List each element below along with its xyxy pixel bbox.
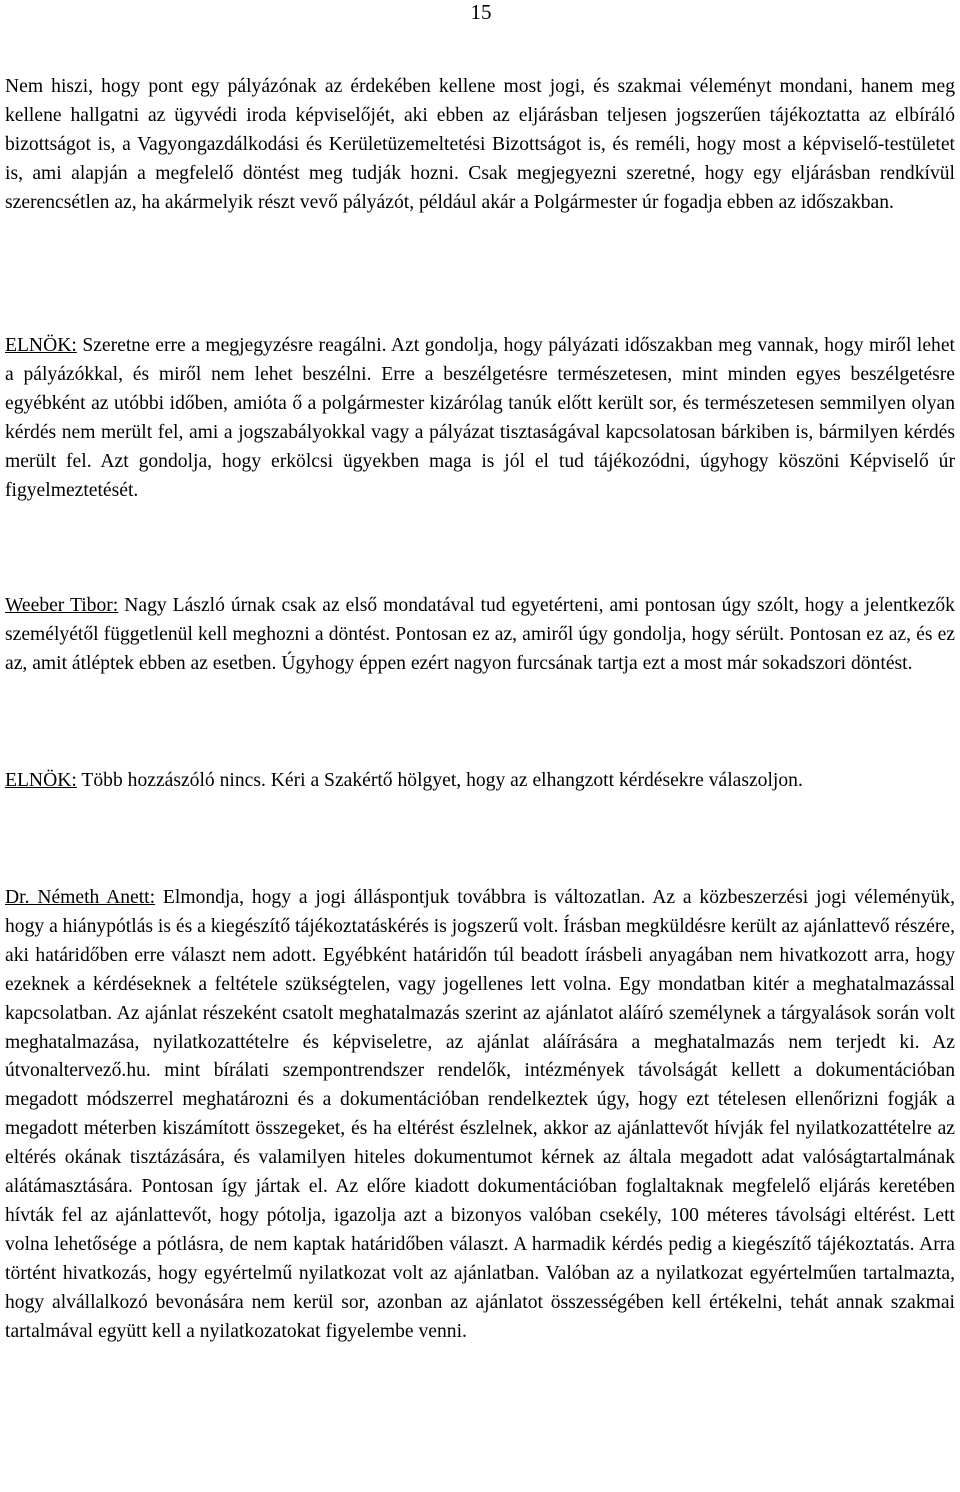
paragraph-text: Nem hiszi, hogy pont egy pályázónak az érdekében kellene most jogi, és szakmai véleményt mondani, hanem meg kellene hallgatni az ügyvédi iroda képviselőjét, aki ebben az eljárásban teljesen jogszerűen tájékoztatta az elbíráló bizottságot is, a Vagyongazdálkodási és Kerületüzemeltetési Bizottságot is, és reméli, hogy most a képviselő-testületet is, ami alapján a megfelelő döntést meg tudják hozni. Csak megjegyezni szeretné, hogy egy eljárásban rendkívül szerencsétlen az, ha akármelyik részt vevő pályázót, például akár a Polgármester úr fogadja ebben az időszakban. xyxy=(5,76,955,213)
speaker-name: Dr. Németh Anett: xyxy=(5,887,156,908)
paragraph-text: Több hozzászóló nincs. Kéri a Szakértő hölgyet, hogy az elhangzott kérdésekre válaszoljon. xyxy=(81,770,803,791)
speaker-name: ELNÖK: xyxy=(5,335,77,356)
paragraph-weeber xyxy=(5,592,955,679)
paragraph-text: Szeretne erre a megjegyzésre reagálni. Azt gondolja, hogy pályázati időszakban meg vannak, hogy miről lehet a pályázókkal, és miről nem lehet beszélni. Erre a beszélgetésre természetesen, mint minden egyes beszélgetésre egyébként az utóbbi időben, amióta ő a polgármester kizárólag tanúk előtt került sor, és természetesen semmilyen olyan kérdés nem merült fel, ami a jogszabályokkal vagy a pályázat tisztaságával kapcsolatosan bárkiben is, bármilyen kérdés merült fel. Azt gondolja, hogy erkölcsi ügyekben maga is jól el tud tájékozódni, úgyhogy köszöni Képviselő úr figyelmeztetését. xyxy=(5,335,955,501)
paragraph-text: Nagy László úrnak csak az első mondatával tud egyetérteni, ami pontosan úgy szólt, hogy a jelentkezők személyétől függetlenül kell meghozni a döntést. Pontosan ez az, amiről úgy gondolja, hogy sérült. Pontosan ez az, és ez az, amit átléptek ebben az esetben. Úgyhogy éppen ezért nagyon furcsának tartja ezt a most már sokadszori döntést. xyxy=(5,595,955,674)
paragraph-statement xyxy=(5,73,955,218)
speaker-name: Weeber Tibor: xyxy=(5,595,119,616)
paragraph-elnok-request xyxy=(5,767,955,796)
paragraph-nemeth xyxy=(5,884,955,1347)
page-number: 15 xyxy=(470,0,492,24)
speaker-name: ELNÖK: xyxy=(5,770,77,791)
paragraph-elnok-reply xyxy=(5,332,955,505)
paragraph-text: Elmondja, hogy a jogi álláspontjuk továbbra is változatlan. Az a közbeszerzési jogi véleményük, hogy a hiánypótlás is és a kiegészítő tájékoztatáskérés is jogszerű volt. Írásban megküldésre került az ajánlattevő részére, aki határidőben erre választ nem adott. Egyébként határidőn túl beadott írásbeli anyagában nem hivatkozott arra, hogy ezeknek a kérdéseknek a feltétele szükségtelen, vagy jogellenes lett volna. Egy mondatban kitér a meghatalmazással kapcsolatban. Az ajánlat részeként csatolt meghatalmazás szerint az ajánlatot aláíró személynek a tárgyalások során volt meghatalmazása, nyilatkozattételre és képviseletre, az ajánlat aláírására a meghatalmazás nem terjedt ki. Az útvonaltervező.hu. mint bírálati szempontrendszer rendelők, intézmények távolságát kellett a dokumentációban megadott módszerrel meghatározni és a dokumentációban rendelkeztek úgy, hogy ezt tételesen ellenőrizni fogják a megadott méterben kiszámított összegeket, és ha eltérést észlelnek, akkor az ajánlattevőt hívják fel nyilatkozattételre az eltérés okának tisztázására, és valamilyen hiteles dokumentumot kérnek az általa megadott adat valóságtartalmának alátámasztására. Pontosan így jártak el. Az előre kiadott dokumentációban foglaltaknak megfelelő eljárás keretében hívták fel az ajánlattevőt, hogy pótolja, igazolja azt a bizonyos valóban csekély, 100 méteres távolsági eltérést. Lett volna lehetősége a pótlásra, de nem kaptak határidőben választ. A harmadik kérdés pedig a kiegészítő tájékoztatás. Arra történt hivatkozás, hogy egyértelmű nyilatkozat volt az ajánlatban. Valóban az a nyilatkozat egyértelműen tartalmazta, hogy alvállalkozó bevonására nem kerül sor, azonban az ajánlatot összességében kell értékelni, tehát annak szakmai tartalmával együtt kell a nyilatkozatokat figyelembe venni. xyxy=(5,887,955,1342)
